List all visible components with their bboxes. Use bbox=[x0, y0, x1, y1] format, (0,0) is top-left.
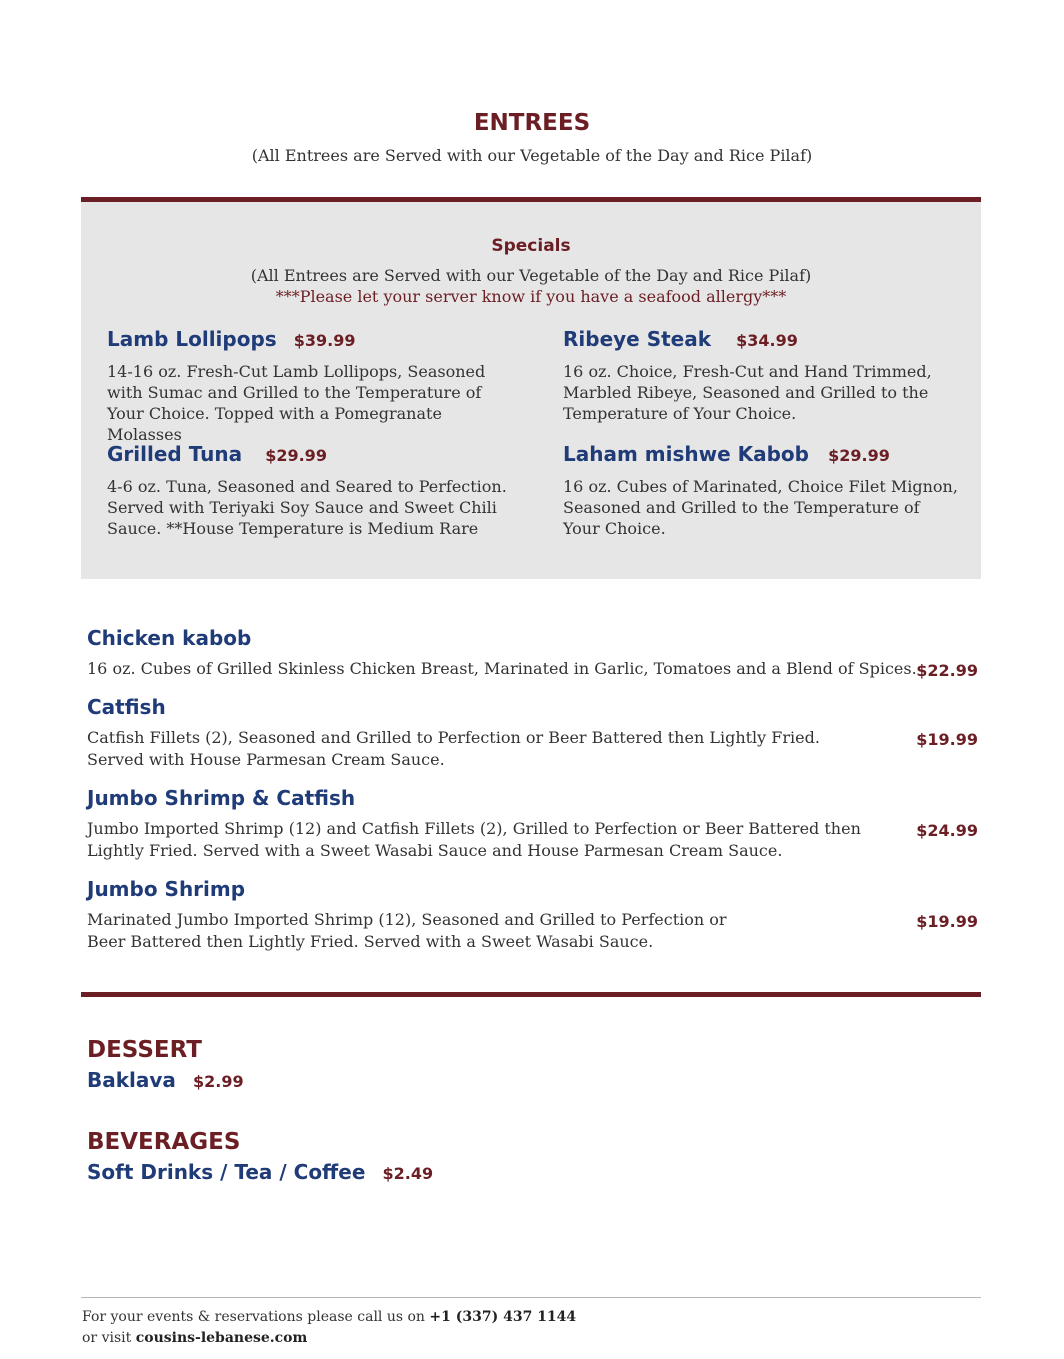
special-item bbox=[563, 442, 1003, 539]
menu-item-price: $19.99 bbox=[916, 730, 978, 749]
footer-line-phone bbox=[82, 1307, 576, 1328]
menu-item-description: 16 oz. Cubes of Grilled Skinless Chicken Breast, Marinated in Garlic, Tomatoes and a Blend of Spices. bbox=[87, 659, 917, 678]
menu-item-name: Jumbo Shrimp & Catfish bbox=[87, 786, 356, 810]
special-item-name: Grilled Tuna bbox=[107, 442, 243, 466]
dessert-item-price: $2.99 bbox=[193, 1072, 244, 1091]
menu-item-price: $24.99 bbox=[916, 821, 978, 840]
website-link[interactable]: cousins-lebanese.com bbox=[135, 1330, 308, 1346]
special-item-price: $34.99 bbox=[736, 331, 798, 350]
special-item-price: $39.99 bbox=[293, 331, 356, 350]
footer-line-website bbox=[82, 1328, 576, 1349]
menu-item bbox=[87, 626, 982, 680]
specials-subheading: (All Entrees are Served with our Vegetable of the Day and Rice Pilaf) bbox=[250, 266, 812, 285]
beverage-item bbox=[87, 1160, 433, 1184]
footer-divider bbox=[81, 1297, 981, 1298]
footer-website-prefix: or visit bbox=[82, 1330, 132, 1346]
seafood-allergy-note: ***Please let your server know if you have a seafood allergy*** bbox=[275, 287, 787, 306]
special-item-description: 14-16 oz. Fresh-Cut Lamb Lollipops, Seasoned with Sumac and Grilled to the Temperature of Your Choice. Topped with a Pomegranate Molasses bbox=[107, 362, 486, 444]
beverages-heading: BEVERAGES bbox=[87, 1129, 241, 1155]
footer-phone-prefix: For your events & reservations please call us on bbox=[82, 1309, 425, 1325]
menu-item-price: $22.99 bbox=[916, 661, 978, 680]
special-item-price: $29.99 bbox=[265, 446, 327, 465]
menu-item-price: $19.99 bbox=[916, 912, 978, 931]
dessert-item bbox=[87, 1068, 244, 1092]
entrees-heading: ENTREES bbox=[473, 110, 591, 136]
beverage-item-price: $2.49 bbox=[382, 1164, 434, 1183]
special-item-description: 4-6 oz. Tuna, Seasoned and Seared to Perfection. Served with Teriyaki Soy Sauce and Sweet Chili Sauce. **House Temperature is Medium Rare bbox=[107, 477, 507, 538]
menu-item-name: Jumbo Shrimp bbox=[87, 877, 246, 901]
phone-link[interactable]: +1 (337) 437 1144 bbox=[429, 1309, 577, 1325]
menu-item bbox=[87, 877, 982, 953]
specials-title: Specials bbox=[491, 236, 571, 256]
special-item-name: Ribeye Steak bbox=[563, 327, 712, 351]
menu-item-name: Catfish bbox=[87, 695, 166, 719]
dessert-item-name: Baklava bbox=[87, 1068, 176, 1092]
dessert-heading: DESSERT bbox=[87, 1037, 202, 1063]
section-divider bbox=[81, 992, 981, 997]
special-item bbox=[107, 327, 547, 445]
special-item-price: $29.99 bbox=[828, 446, 890, 465]
menu-item-description: Marinated Jumbo Imported Shrimp (12), Seasoned and Grilled to Perfection or Beer Battered then Lightly Fried. Served with a Sweet Wasabi Sauce. bbox=[87, 910, 727, 951]
menu-item bbox=[87, 695, 982, 771]
menu-item bbox=[87, 786, 982, 862]
specials-panel bbox=[81, 197, 981, 579]
special-item bbox=[107, 442, 547, 539]
special-item-name: Laham mishwe Kabob bbox=[563, 442, 809, 466]
special-item-name: Lamb Lollipops bbox=[107, 327, 277, 351]
entrees-subheading: (All Entrees are Served with our Vegetable of the Day and Rice Pilaf) bbox=[251, 146, 813, 165]
footer bbox=[82, 1307, 576, 1349]
special-item-description: 16 oz. Choice, Fresh-Cut and Hand Trimmed, Marbled Ribeye, Seasoned and Grilled to the Temperature of Your Choice. bbox=[563, 362, 932, 423]
menu-item-name: Chicken kabob bbox=[87, 626, 252, 650]
menu-item-description: Catfish Fillets (2), Seasoned and Grilled to Perfection or Beer Battered then Lightly Fried. Served with House Parmesan Cream Sauce. bbox=[87, 728, 820, 769]
special-item-description: 16 oz. Cubes of Marinated, Choice Filet Mignon, Seasoned and Grilled to the Temperature of Your Choice. bbox=[563, 477, 958, 538]
menu-item-description: Jumbo Imported Shrimp (12) and Catfish Fillets (2), Grilled to Perfection or Beer Battered then Lightly Fried. Served with a Sweet Wasabi Sauce and House Parmesan Cream Sauce. bbox=[87, 819, 861, 860]
special-item bbox=[563, 327, 1003, 424]
beverage-item-name: Soft Drinks / Tea / Coffee bbox=[87, 1160, 366, 1184]
